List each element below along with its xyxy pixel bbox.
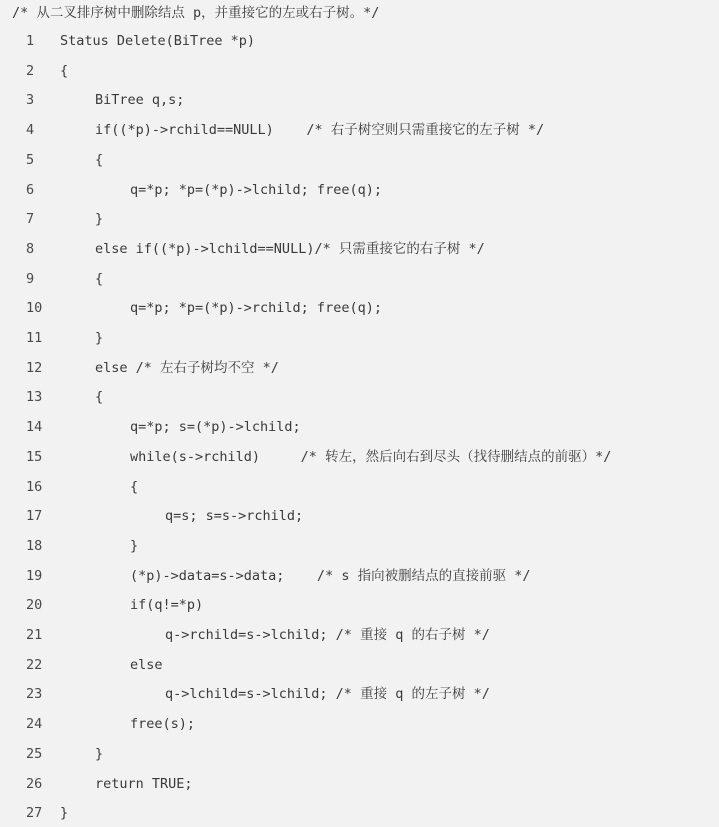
line-number: 7 — [26, 211, 35, 228]
code-line — [0, 446, 719, 468]
code-text: } — [95, 745, 104, 762]
code-text: else /* 左右子树均不空 */ — [95, 359, 279, 376]
line-number: 24 — [26, 716, 43, 733]
code-text: { — [130, 478, 139, 495]
code-text: { — [95, 151, 104, 168]
code-line — [0, 357, 719, 379]
line-number: 6 — [26, 181, 35, 198]
line-number: 15 — [26, 448, 43, 465]
code-line — [0, 505, 719, 527]
code-line — [0, 654, 719, 676]
code-line — [0, 297, 719, 319]
code-line — [0, 743, 719, 765]
line-number: 20 — [26, 597, 43, 614]
line-number: 12 — [26, 359, 43, 376]
code-line — [0, 268, 719, 290]
line-number: 25 — [26, 745, 43, 762]
code-line — [0, 713, 719, 735]
line-number: 3 — [26, 92, 35, 109]
line-number: 8 — [26, 240, 35, 257]
code-text: q=*p; s=(*p)->lchild; — [130, 419, 301, 436]
line-number: 26 — [26, 775, 43, 792]
code-text: q=*p; *p=(*p)->lchild; free(q); — [130, 181, 382, 198]
code-text: return TRUE; — [95, 775, 193, 792]
code-text: free(s); — [130, 716, 196, 733]
code-text: } — [60, 805, 69, 822]
code-text: else if((*p)->lchild==NULL)/* 只需重接它的右子树 */ — [95, 240, 485, 257]
line-number: 23 — [26, 686, 43, 703]
code-text: } — [130, 537, 139, 554]
code-text: q=s; s=s->rchild; — [165, 508, 304, 525]
code-text: q->lchild=s->lchild; /* 重接 q 的左子树 */ — [165, 686, 490, 703]
code-line — [0, 327, 719, 349]
code-line — [0, 238, 719, 260]
code-text: if(q!=*p) — [130, 597, 204, 614]
line-number: 4 — [26, 122, 35, 139]
code-line — [0, 386, 719, 408]
line-number: 27 — [26, 805, 43, 822]
code-line — [0, 416, 719, 438]
code-line — [0, 565, 719, 587]
code-line — [0, 60, 719, 82]
code-line — [0, 119, 719, 141]
line-number: 9 — [26, 270, 35, 287]
code-text: (*p)->data=s->data; /* s 指向被删结点的直接前驱 */ — [130, 567, 531, 584]
line-number: 2 — [26, 62, 35, 79]
code-text: } — [95, 211, 104, 228]
code-text: if((*p)->rchild==NULL) /* 右子树空则只需重接它的左子树 */ — [95, 122, 545, 139]
code-line — [0, 30, 719, 52]
code-text: q=*p; *p=(*p)->rchild; free(q); — [130, 300, 382, 317]
code-line — [0, 624, 719, 646]
code-line — [0, 179, 719, 201]
code-header-comment: /* 从二叉排序树中删除结点 p，并重接它的左或右子树。*/ — [12, 5, 380, 21]
line-number: 10 — [26, 300, 43, 317]
line-number: 14 — [26, 419, 43, 436]
line-number: 11 — [26, 330, 43, 346]
line-number: 1 — [26, 33, 35, 49]
code-line — [0, 683, 719, 705]
code-text: { — [95, 270, 104, 287]
code-line — [0, 476, 719, 498]
line-number: 21 — [26, 627, 43, 643]
code-line — [0, 149, 719, 171]
code-text: Status Delete(BiTree *p) — [60, 33, 256, 49]
code-line — [0, 802, 719, 824]
code-text: BiTree q,s; — [95, 92, 185, 109]
line-number: 5 — [26, 151, 35, 168]
code-line — [0, 594, 719, 616]
code-line — [0, 89, 719, 111]
code-text: else — [130, 656, 163, 673]
code-text: while(s->rchild) /* 转左，然后向右到尽头（找待删结点的前驱）*/ — [130, 448, 612, 465]
line-number: 13 — [26, 389, 43, 406]
line-number: 22 — [26, 656, 43, 673]
line-number: 19 — [26, 567, 43, 584]
line-number: 18 — [26, 537, 43, 554]
code-text: { — [60, 62, 69, 79]
code-line — [0, 535, 719, 557]
line-number: 16 — [26, 478, 43, 495]
code-line — [0, 773, 719, 795]
line-number: 17 — [26, 508, 43, 525]
code-text: q->rchild=s->lchild; /* 重接 q 的右子树 */ — [165, 627, 490, 643]
code-text: } — [95, 330, 104, 346]
code-text: { — [95, 389, 104, 406]
code-line — [0, 208, 719, 230]
